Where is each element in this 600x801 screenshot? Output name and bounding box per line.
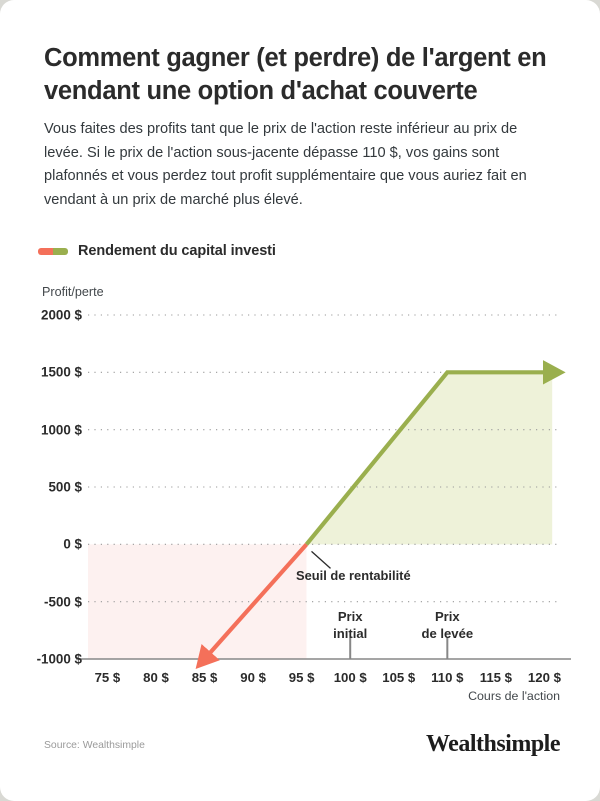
x-axis-tick-label: 120 $ xyxy=(527,670,561,685)
x-axis-label: Cours de l'action xyxy=(468,689,560,703)
gain-area-fill xyxy=(307,372,553,544)
page-subtitle: Vous faites des profits tant que le prix de l'action reste inférieur au prix de levée. Si le prix de l'action sous-jacente dépasse 110 $, vos gains sont plafonnés et vous perdez tout profit supplémentaire que vous auriez fait en vendant à un prix de marché plus élevé. xyxy=(44,121,527,208)
y-axis-tick-label: 500 $ xyxy=(48,479,82,495)
annotation-initial-price-line2: initial xyxy=(333,625,368,641)
x-axis-tick-label: 100 $ xyxy=(333,670,367,685)
y-axis-tick-label: -1000 $ xyxy=(36,651,82,667)
annotation-initial-price xyxy=(314,609,386,643)
brand-wordmark: Wealthsimple xyxy=(425,731,560,757)
x-axis-tick-label: 95 $ xyxy=(288,670,315,685)
annotation-strike-price-line2: de levée xyxy=(421,625,474,641)
x-axis-tick-label: 75 $ xyxy=(94,670,121,685)
legend-label: Rendement du capital investi xyxy=(78,243,276,259)
y-axis-tick-label: 0 $ xyxy=(63,536,82,552)
page-title: Comment gagner (et perdre) de l'argent en vendant une option d'achat couverte xyxy=(44,44,547,105)
x-axis-tick-label: 90 $ xyxy=(240,670,266,685)
annotation-strike-price-line1: Prix xyxy=(434,609,460,624)
x-axis-tick-label: 80 $ xyxy=(143,670,169,685)
x-axis-tick-label: 110 $ xyxy=(431,670,464,685)
annotation-initial-price-line1: Prix xyxy=(337,609,363,624)
annotation-strike-price xyxy=(411,609,483,643)
y-axis-tick-label: 1500 $ xyxy=(41,364,82,380)
y-axis-tick-label: 1000 $ xyxy=(41,422,82,438)
x-axis-tick-label: 85 $ xyxy=(191,670,218,685)
y-axis-label: Profit/perte xyxy=(42,285,104,299)
breakeven-leader-line xyxy=(312,551,331,568)
annotation-breakeven: Seuil de rentabilité xyxy=(296,568,411,583)
y-axis-tick-label: 2000 $ xyxy=(41,307,82,323)
source-note: Source: Wealthsimple xyxy=(44,740,145,751)
y-axis-tick-label: -500 $ xyxy=(44,594,82,610)
x-axis-tick-label: 115 $ xyxy=(479,670,513,685)
x-axis-tick-label: 105 $ xyxy=(382,670,416,685)
